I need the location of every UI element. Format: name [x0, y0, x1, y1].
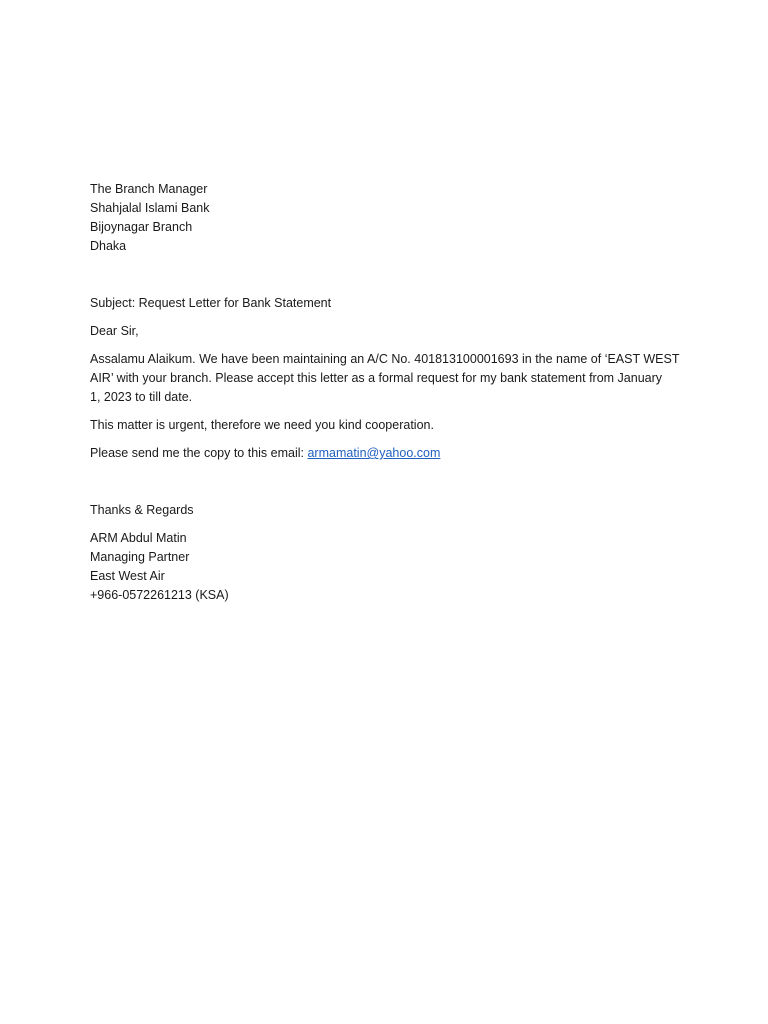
body-paragraph: [90, 350, 690, 407]
urgency-paragraph: [90, 416, 690, 435]
body-line: 1, 2023 to till date.: [90, 390, 193, 404]
closing-text: Thanks & Regards: [90, 503, 194, 517]
email-request-line: [90, 444, 690, 463]
signatory-title: Managing Partner: [90, 550, 190, 564]
subject-text: Subject: Request Letter for Bank Statement: [90, 296, 332, 310]
subject-line: [90, 294, 690, 313]
email-request-paragraph: [90, 444, 690, 463]
recipient-branch: Bijoynagar Branch: [90, 220, 193, 234]
signatory-phone: +966-0572261213 (KSA): [90, 588, 229, 602]
body-line: AIR’ with your branch. Please accept this letter as a formal request for my bank statement from January: [90, 371, 663, 385]
recipient-bank: Shahjalal Islami Bank: [90, 201, 210, 215]
recipient-address: [90, 180, 690, 256]
salutation: [90, 322, 690, 341]
signatory-name: ARM Abdul Matin: [90, 531, 187, 545]
recipient-city: Dhaka: [90, 239, 127, 253]
letter-body: [90, 180, 690, 605]
urgency-text: This matter is urgent, therefore we need you kind cooperation.: [90, 418, 434, 432]
email-link[interactable]: armamatin@yahoo.com: [307, 446, 441, 460]
email-request-prefix: Please send me the copy to this email:: [90, 446, 308, 460]
closing: [90, 501, 690, 520]
body-line: Assalamu Alaikum. We have been maintaining an A/C No. 401813100001693 in the name of ‘EAST WEST: [90, 352, 680, 366]
salutation-text: Dear Sir,: [90, 324, 139, 338]
signature-block: [90, 529, 690, 605]
signatory-company: East West Air: [90, 569, 165, 583]
recipient-title: The Branch Manager: [90, 182, 208, 196]
